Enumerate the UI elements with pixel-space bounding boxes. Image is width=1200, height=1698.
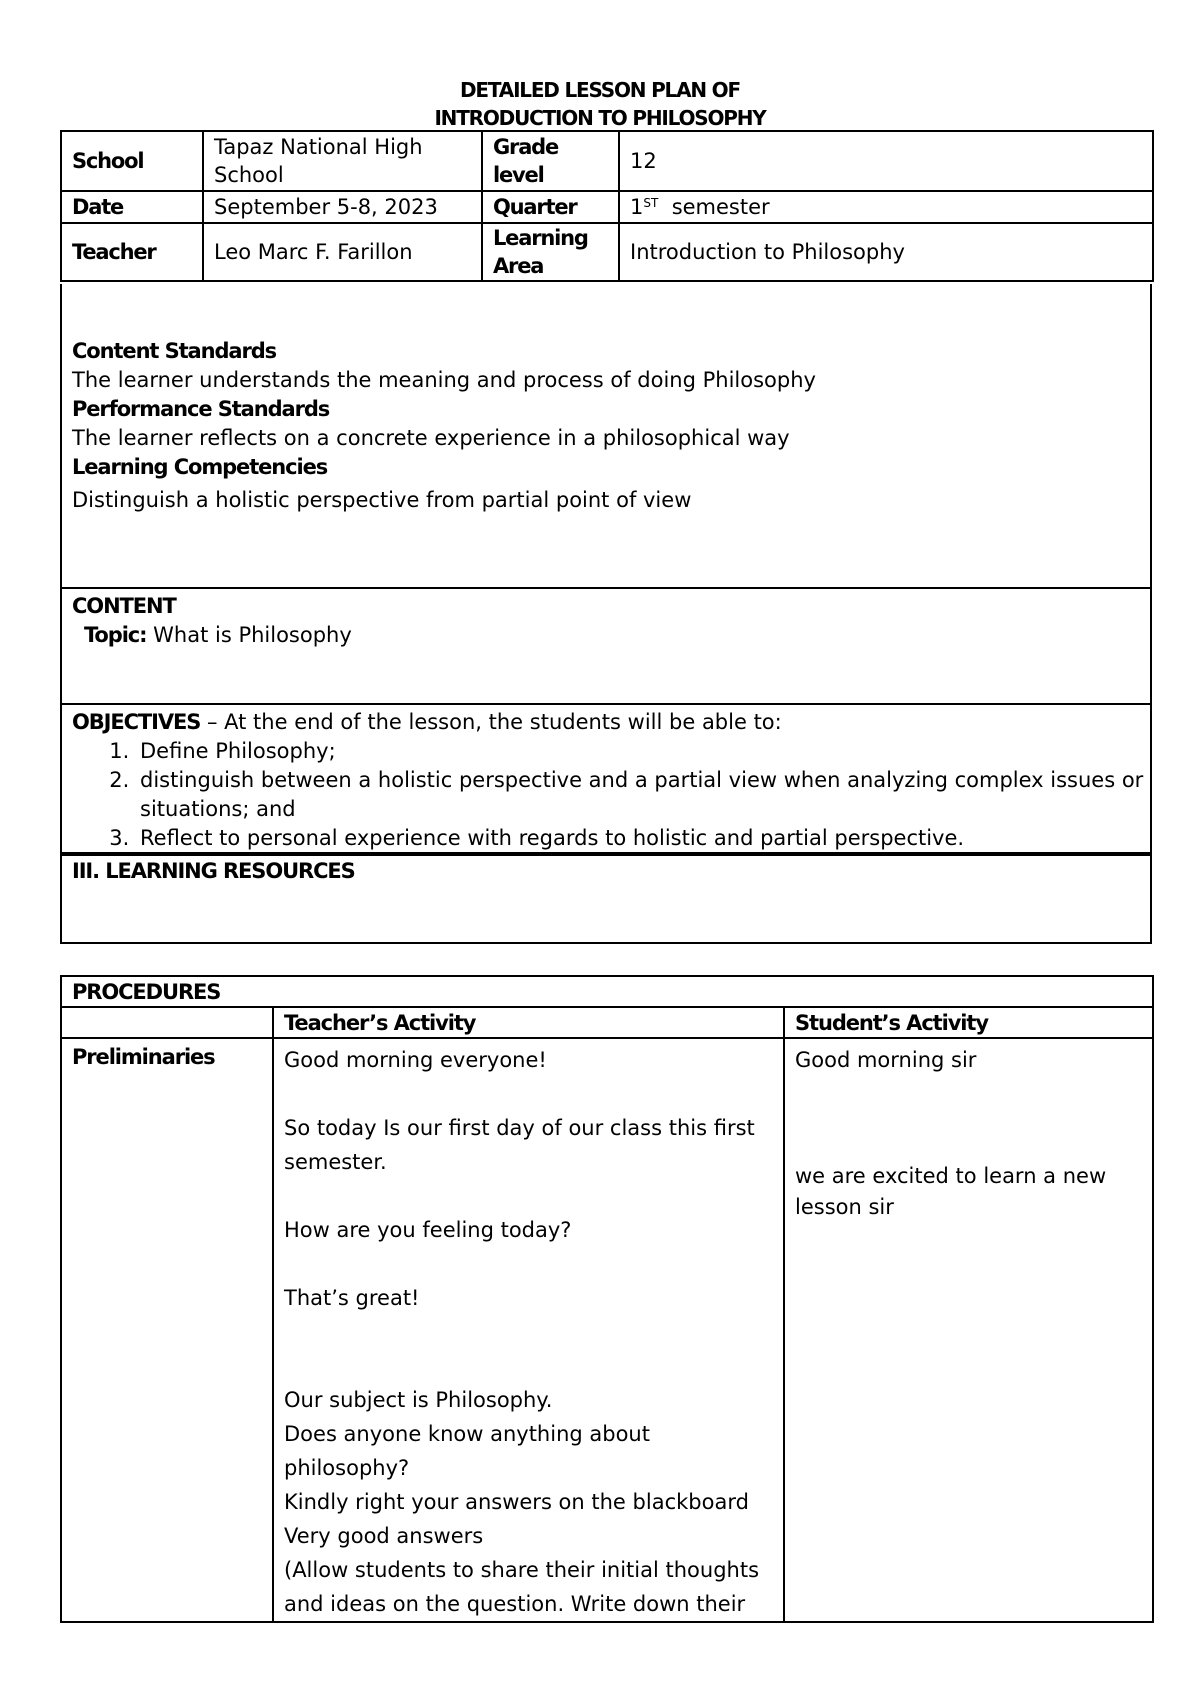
student-line: Good morning sir	[795, 1048, 977, 1072]
performance-standards-heading: Performance Standards	[72, 397, 330, 421]
quarter-word: semester	[671, 195, 770, 219]
grade-label: Grade level	[482, 131, 619, 191]
content-section	[60, 587, 1152, 705]
content-heading: CONTENT	[72, 594, 176, 618]
objective-item: 2. distinguish between a holistic perspective and a partial view when analyzing complex issues or situations; and	[136, 766, 1150, 824]
teacher-line: Good morning everyone!	[284, 1048, 547, 1072]
teacher-line: Kindly right your answers on the blackboard	[284, 1490, 749, 1514]
objective-item: 3. Reflect to personal experience with regards to holistic and partial perspective.	[136, 824, 1150, 853]
preliminaries-label: Preliminaries	[61, 1038, 273, 1622]
area-label: Learning Area	[482, 223, 619, 281]
area-value: Introduction to Philosophy	[619, 223, 1153, 281]
quarter-number: 1	[630, 195, 644, 219]
teacher-line: Does anyone know anything about philosophy?	[284, 1422, 650, 1480]
date-label: Date	[61, 191, 203, 223]
procedures-heading: PROCEDURES	[61, 976, 1153, 1007]
teacher-label: Teacher	[61, 223, 203, 281]
teacher-activity-cell	[273, 1038, 784, 1622]
objectives-intro: – At the end of the lesson, the students will be able to:	[200, 710, 782, 734]
content-standards-heading: Content Standards	[72, 339, 277, 363]
procedures-column-row	[61, 1007, 1153, 1038]
teacher-line: Our subject is Philosophy.	[284, 1388, 553, 1412]
teacher-value: Leo Marc F. Farillon	[203, 223, 482, 281]
procedures-heading-row	[61, 976, 1153, 1007]
teacher-activity-header: Teacher’s Activity	[273, 1007, 784, 1038]
info-row-date	[61, 191, 1153, 223]
objectives-intro-line	[72, 708, 1140, 737]
document-title-line1: DETAILED LESSON PLAN OF	[460, 78, 740, 102]
info-row-teacher	[61, 223, 1153, 281]
objectives-list	[62, 737, 1150, 853]
objective-item: 1. Define Philosophy;	[136, 737, 1150, 766]
topic-label: Topic:	[84, 623, 147, 647]
teacher-line: So today Is our first day of our class this first semester.	[284, 1116, 755, 1174]
teacher-line: (Allow students to share their initial thoughts and ideas on the question. Write down their	[284, 1558, 760, 1616]
info-row-school	[61, 131, 1153, 191]
grade-value: 12	[619, 131, 1153, 191]
resources-heading: III. LEARNING RESOURCES	[72, 859, 355, 883]
learning-competencies-heading: Learning Competencies	[72, 455, 328, 479]
resources-section	[60, 852, 1152, 944]
info-table	[60, 130, 1154, 282]
student-activity-header: Student’s Activity	[784, 1007, 1153, 1038]
student-activity-cell	[784, 1038, 1153, 1622]
student-line: we are excited to learn a new lesson sir	[795, 1164, 1107, 1219]
date-value: September 5-8, 2023	[203, 191, 482, 223]
procedures-blank-header	[61, 1007, 273, 1038]
performance-standards-text: The learner reflects on a concrete experience in a philosophical way	[72, 426, 790, 450]
school-label: School	[61, 131, 203, 191]
topic-value: What is Philosophy	[153, 623, 352, 647]
teacher-line: Very good answers	[284, 1524, 484, 1548]
quarter-suffix: ST	[643, 196, 659, 210]
quarter-label: Quarter	[482, 191, 619, 223]
school-value: Tapaz National High School	[203, 131, 482, 191]
preliminaries-row	[61, 1038, 1153, 1622]
teacher-line: That’s great!	[284, 1286, 420, 1310]
standards-section	[60, 284, 1152, 589]
objectives-section	[60, 703, 1152, 856]
quarter-value	[619, 191, 1153, 223]
content-standards-text: The learner understands the meaning and process of doing Philosophy	[72, 368, 816, 392]
objectives-heading: OBJECTIVES	[72, 710, 201, 734]
teacher-line: How are you feeling today?	[284, 1218, 572, 1242]
topic-line	[72, 621, 1140, 650]
procedures-table	[60, 975, 1154, 1623]
document-title-line2: INTRODUCTION TO PHILOSOPHY	[434, 106, 766, 130]
learning-competencies-text: Distinguish a holistic perspective from partial point of view	[72, 488, 692, 512]
